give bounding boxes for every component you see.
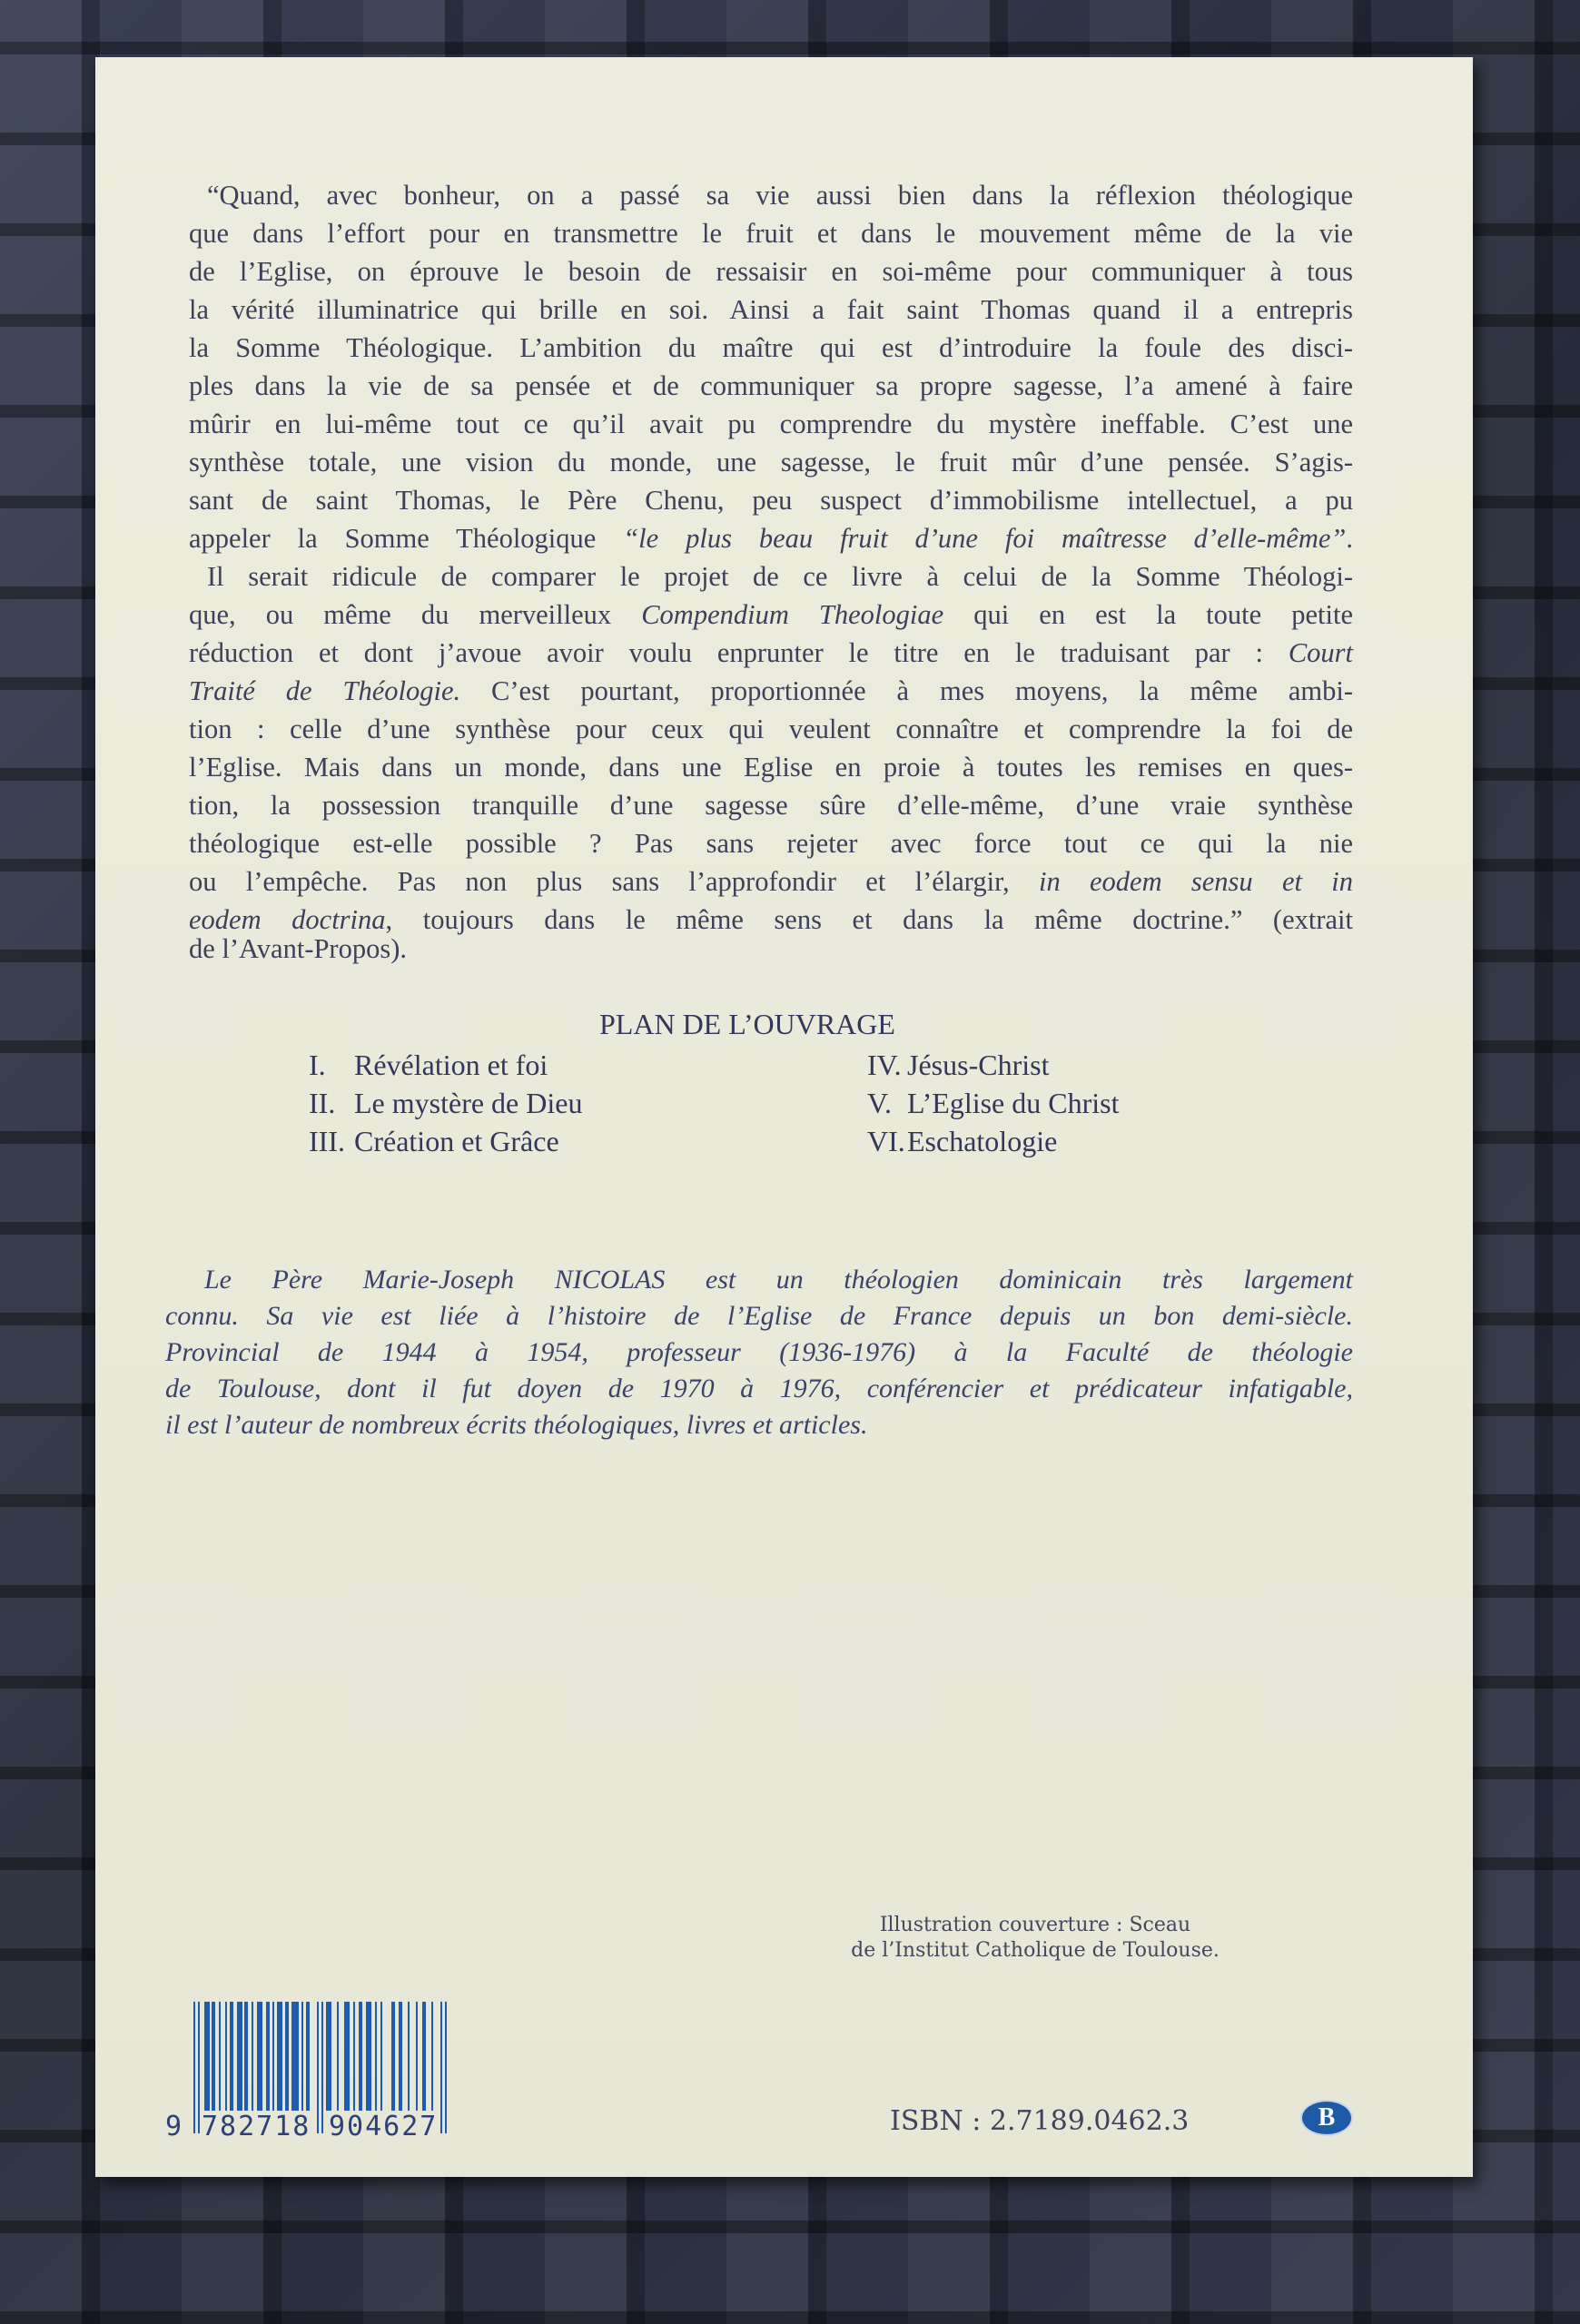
plan-item [867, 1050, 1049, 1079]
text-line [189, 334, 1353, 362]
text-line-content: que dans l’effort pour en transmettre le fruit et dans le mouvement même de la vie [189, 218, 1353, 249]
text-line [189, 525, 1353, 553]
text-line [189, 906, 1353, 934]
text-line-content: de l’Avant-Propos). [189, 933, 407, 964]
text-line [207, 563, 1353, 591]
text-line [189, 601, 1353, 629]
text-line-content: mûrir en lui-même tout ce qu’il avait pu comprendre du mystère ineffable. C’est une [189, 409, 1353, 439]
bio-line [165, 1375, 1353, 1403]
text-line-content: l’Eglise. Mais dans un monde, dans une Eglise en proie à toutes les remises en ques- [189, 752, 1353, 783]
text-line-content: Il serait ridicule de comparer le projet de ce livre à celui de la Somme Théologi- [207, 561, 1353, 592]
text-line-content: de l’Eglise, on éprouve le besoin de ressaisir en soi-même pour communiquer à tous [189, 256, 1353, 287]
text-line [189, 410, 1353, 438]
publisher-logo-letter: B [1318, 2103, 1336, 2132]
text-line [189, 639, 1353, 667]
text-segment: appeler la Somme Théologique [189, 523, 624, 554]
plan-item [309, 1088, 582, 1118]
chapter-number: I. [309, 1049, 326, 1081]
bio-line-content: connu. Sa vie est liée à l’histoire de l’Eglise de France depuis un bon demi-siècle. [165, 1301, 1353, 1331]
chapter-number: V. [867, 1087, 892, 1119]
text-line-content: ples dans la vie de sa pensée et de communiquer sa propre sagesse, l’a amené à faire [189, 370, 1353, 401]
italic-title: Traité de Théologie. [189, 675, 461, 706]
text-line [189, 935, 407, 963]
text-segment: C’est pourtant, proportionnée à mes moyens, la même ambi- [460, 675, 1353, 706]
text-segment: qui en est la toute petite [943, 599, 1353, 630]
text-line-content: sant de saint Thomas, le Père Chenu, peu suspect d’immobilisme intellectuel, a pu [189, 485, 1353, 516]
latin-phrase: eodem doctrina [189, 904, 386, 935]
text-line-content: la Somme Théologique. L’ambition du maître qui est d’introduire la foule des disci- [189, 332, 1353, 363]
plan-item [867, 1127, 1057, 1156]
chapter-label: Jésus-Christ [907, 1049, 1050, 1081]
text-line [189, 448, 1353, 477]
barcode-digits-right: 904627 [329, 2111, 439, 2142]
bio-line [165, 1303, 1353, 1330]
chapter-label: Le mystère de Dieu [354, 1087, 583, 1119]
publisher-logo-icon [1300, 2100, 1353, 2136]
barcode-lead-digit: 9 [165, 2111, 184, 2142]
chapter-number: VI. [867, 1125, 905, 1157]
bio-line-content: Le Père Marie-Joseph NICOLAS est un théologien dominicain très largement [204, 1265, 1353, 1295]
bio-line [204, 1266, 1353, 1294]
plan-title: PLAN DE L’OUVRAGE [599, 1008, 895, 1040]
plan-item [309, 1127, 559, 1156]
text-line [189, 868, 1353, 896]
text-segment: , toujours dans le même sens et dans la même doctrine.” (extrait [385, 904, 1353, 935]
text-line [189, 677, 1353, 705]
bio-line [165, 1412, 867, 1439]
text-segment: ou l’empêche. Pas non plus sans l’approfondir et l’élargir, [189, 866, 1039, 897]
text-segment: que, ou même du merveilleux [189, 599, 642, 630]
plan-item [309, 1050, 548, 1079]
text-line [189, 792, 1353, 820]
credit-line-2: de l’Institut Catholique de Toulouse. [851, 1939, 1220, 1962]
chapter-label: L’Eglise du Christ [907, 1087, 1120, 1119]
text-line-content: théologique est-elle possible ? Pas sans rejeter avec force tout ce qui la nie [189, 828, 1353, 859]
chapter-number: IV. [867, 1049, 902, 1081]
bio-line [165, 1339, 1353, 1366]
text-segment: réduction et dont j’avoue avoir voulu enprunter le titre en le traduisant par : [189, 637, 1289, 668]
text-line-content: tion, la possession tranquille d’une sagesse sûre d’elle-même, d’une vraie synthèse [189, 790, 1353, 821]
barcode-digits-left: 782718 [202, 2111, 311, 2142]
text-line [189, 487, 1353, 515]
italic-title: Compendium Theologiae [641, 599, 944, 630]
text-line [189, 753, 1353, 782]
text-line [207, 182, 1353, 210]
bio-line-content: il est l’auteur de nombreux écrits théologiques, livres et articles. [165, 1410, 868, 1440]
chapter-label: Révélation et foi [354, 1049, 548, 1081]
chapter-label: Eschatologie [907, 1125, 1058, 1157]
text-line [189, 715, 1353, 743]
isbn-number: ISBN : 2.7189.0462.3 [890, 2105, 1190, 2137]
text-line [189, 830, 1353, 858]
text-line [189, 296, 1353, 324]
text-line [189, 258, 1353, 286]
text-segment: . [1346, 523, 1353, 554]
credit-line-1: Illustration couverture : Sceau [879, 1914, 1191, 1936]
latin-phrase: in eodem sensu et in [1038, 866, 1354, 897]
chapter-label: Création et Grâce [354, 1125, 559, 1157]
chapter-number: II. [309, 1087, 336, 1119]
chapter-number: III. [309, 1125, 345, 1157]
bio-line-content: Provincial de 1944 à 1954, professeur (1936-1976) à la Faculté de théologie [165, 1337, 1353, 1367]
text-line-content: synthèse totale, une vision du monde, une sagesse, le fruit mûr d’une pensée. S’agis- [189, 447, 1353, 478]
text-line-content: la vérité illuminatrice qui brille en soi. Ainsi a fait saint Thomas quand il a entrepris [189, 294, 1353, 325]
bio-line-content: de Toulouse, dont il fut doyen de 1970 à 1976, conférencier et prédicateur infatigable, [165, 1374, 1353, 1403]
text-line-content: tion : celle d’une synthèse pour ceux qui veulent connaître et comprendre la foi de [189, 714, 1353, 744]
text-line [189, 372, 1353, 400]
italic-title: Court [1288, 637, 1353, 668]
text-line-content: “Quand, avec bonheur, on a passé sa vie aussi bien dans la réflexion théologique [207, 180, 1353, 211]
plan-item [867, 1088, 1119, 1118]
chenu-quote: “le plus beau fruit d’une foi maîtresse d’elle-même” [623, 523, 1347, 554]
text-line [189, 220, 1353, 248]
